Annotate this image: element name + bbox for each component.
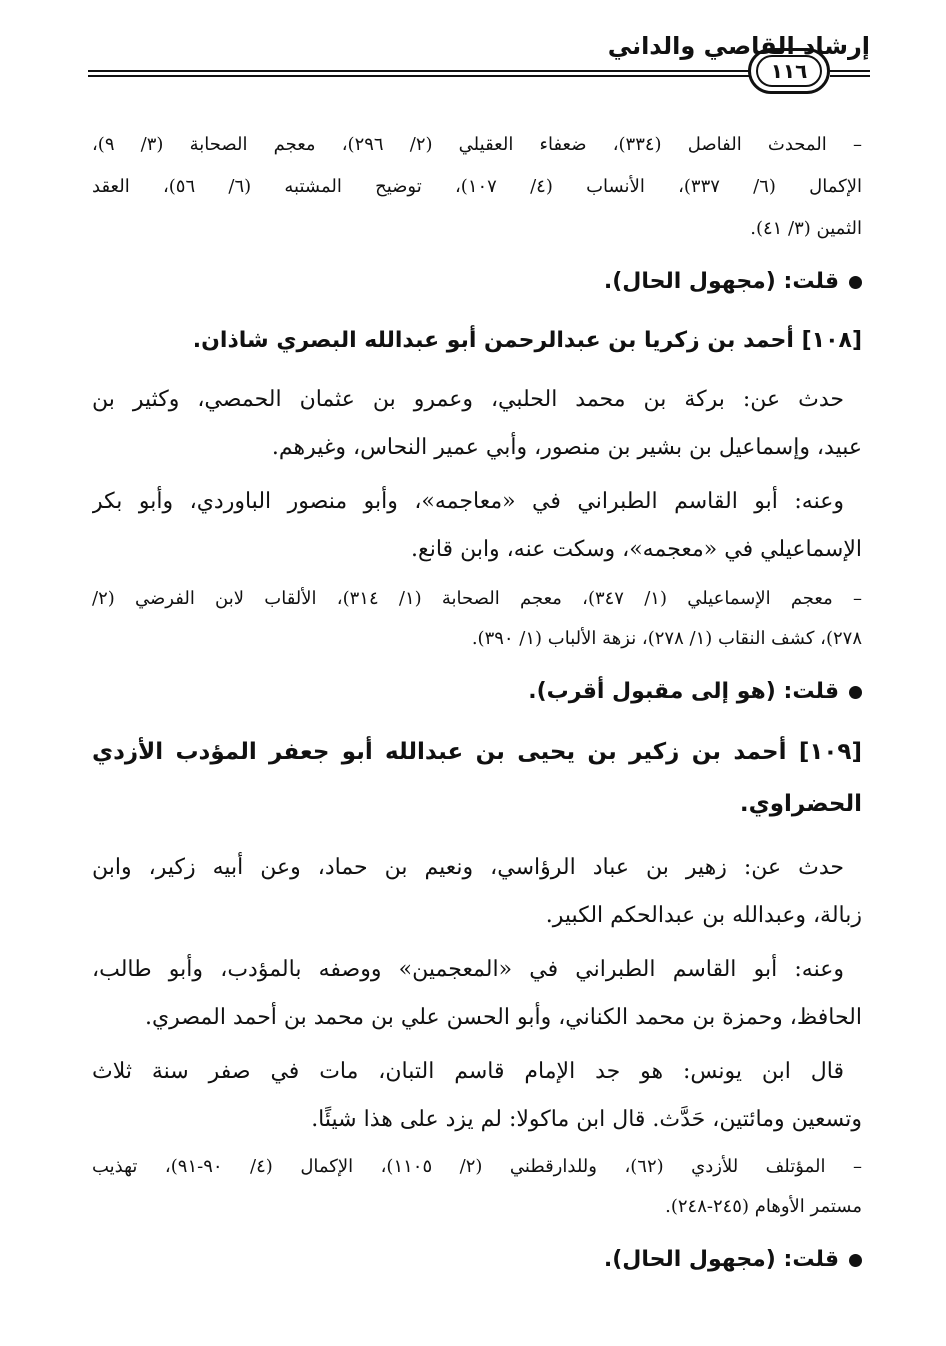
footnote-line: الثمين (٣/ ٤١). — [750, 218, 862, 239]
page-header — [88, 30, 870, 110]
entry-heading-109 — [92, 726, 862, 830]
text-line: الإسماعيلي في «معجمه»، وسكت عنه، وابن قانع. — [411, 537, 862, 562]
footnote-sources-107 — [92, 122, 862, 252]
verdict-text: قلت: (مجهول الحال). — [603, 1247, 839, 1272]
header-rule-left — [88, 70, 750, 77]
text-line: عبيد، وإسماعيل بن بشير بن منصور، وأبي عمير النحاس، وغيرهم. — [271, 435, 862, 460]
footnote-line: الإكمال (٦/ ٣٣٧)، الأنساب (٤/ ١٠٧)، توضيح المشتبه (٦/ ٥٦)، العقد — [92, 176, 862, 197]
bullet-icon — [849, 276, 862, 289]
entry-heading-line: الحضراوي. — [739, 791, 862, 817]
bullet-icon — [849, 1254, 862, 1267]
text-line: زبالة، وعبدالله بن عبدالحكم الكبير. — [545, 903, 862, 928]
entry-heading-108: [١٠٨] أحمد بن زكريا بن عبدالرحمن أبو عبدالله البصري شاذان. — [192, 328, 862, 353]
footnote-sources-108 — [92, 576, 862, 662]
footnote-line: ٢٧٨)، كشف النقاب (١/ ٢٧٨)، نزهة الألباب (١/ ٣٩٠). — [471, 628, 862, 649]
verdict-107 — [92, 258, 862, 306]
paragraph-109-teachers — [92, 844, 862, 940]
text-line: وعنه: أبو القاسم الطبراني في «المعجمين» ووصفه بالمؤدب، وأبو طالب، — [92, 957, 844, 982]
text-line: وتسعين ومائتين، حَدَّث. قال ابن ماكولا: لم يزد على هذا شيئًا. — [311, 1107, 862, 1132]
bullet-icon — [849, 686, 862, 699]
verdict-text: قلت: (مجهول الحال). — [603, 269, 839, 294]
footnote-line: مستمر الأوهام (٢٤٥-٢٤٨). — [665, 1196, 862, 1217]
running-title: إرشاد القاصي والداني — [607, 32, 870, 60]
text-line: حدث عن: زهير بن عباد الرؤاسي، ونعيم بن حماد، وعن أبيه زكير، وابن — [92, 855, 844, 880]
verdict-108 — [92, 668, 862, 716]
paragraph-108-teachers — [92, 376, 862, 472]
footnote-line: – المؤتلف للأزدي (٦٢)، وللدارقطني (٢/ ١١٠٥)، الإكمال (٤/ ٩٠-٩١)، تهذيب — [92, 1144, 862, 1190]
text-line: الحافظ، وحمزة بن محمد الكناني، وأبو الحسن علي بن محمد بن أحمد المصري. — [144, 1005, 862, 1030]
verdict-109 — [92, 1236, 862, 1284]
paragraph-109-biography — [92, 1048, 862, 1144]
text-line: وعنه: أبو القاسم الطبراني في «معاجمه»، وأبو منصور الباوردي، وأبو بكر — [92, 489, 844, 514]
page-number: ١١٦ — [756, 55, 822, 87]
footnote-sources-109 — [92, 1144, 862, 1230]
page-body — [92, 120, 862, 1284]
entry-heading-line: [١٠٩] أحمد بن زكير بن يحيى بن عبدالله أبو جعفر المؤدب الأزدي — [92, 739, 862, 765]
text-line: قال ابن يونس: هو جد الإمام قاسم التبان، مات في صفر سنة ثلاث — [92, 1059, 844, 1084]
paragraph-109-students — [92, 946, 862, 1042]
footnote-line: – المحدث الفاصل (٣٣٤)، ضعفاء العقيلي (٢/ ٢٩٦)، معجم الصحابة (٣/ ٩)، — [92, 122, 862, 168]
verdict-text: قلت: (هو إلى مقبول أقرب). — [528, 679, 839, 704]
paragraph-108-students — [92, 478, 862, 574]
header-rule-right — [830, 70, 870, 77]
footnote-line: – معجم الإسماعيلي (١/ ٣٤٧)، معجم الصحابة (١/ ٣١٤)، الألقاب لابن الفرضي (٢/ — [92, 576, 862, 622]
text-line: حدث عن: بركة بن محمد الحلبي، وعمرو بن عثمان الحمصي، وكثير بن — [92, 387, 844, 412]
